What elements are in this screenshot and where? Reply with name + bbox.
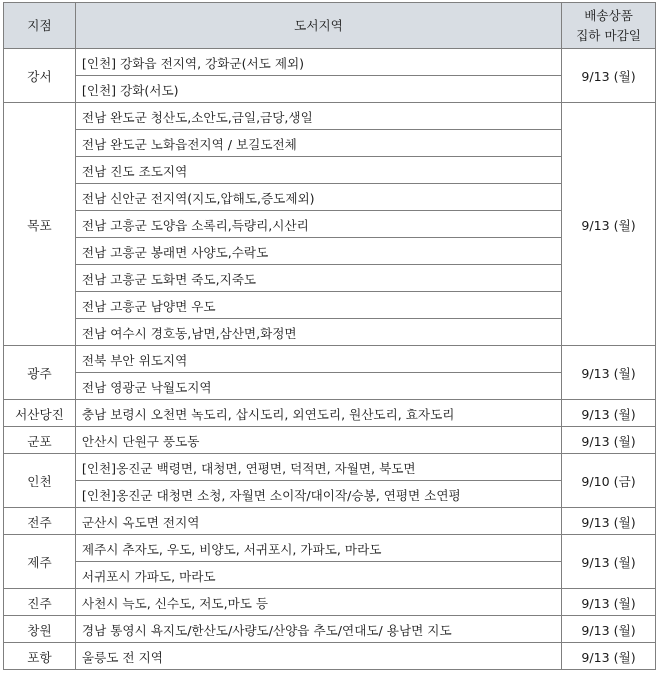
header-row (4, 3, 656, 49)
table-row (4, 643, 656, 670)
deadline-cell: 9/13 (월) (562, 427, 656, 454)
deadline-cell: 9/10 (금) (562, 454, 656, 508)
table-row (4, 454, 656, 481)
branch-cell: 포항 (4, 643, 76, 670)
header-deadline-line2: 집하 마감일 (576, 27, 641, 43)
table-row (4, 508, 656, 535)
deadline-cell: 9/13 (월) (562, 535, 656, 589)
table-row (4, 589, 656, 616)
table-row (4, 238, 656, 265)
branch-cell: 강서 (4, 49, 76, 103)
table-body (4, 49, 656, 670)
header-deadline (562, 3, 656, 49)
area-cell: 전남 고흥군 봉래면 사양도,수락도 (75, 238, 561, 265)
deadline-cell: 9/13 (월) (562, 346, 656, 400)
branch-cell: 창원 (4, 616, 76, 643)
table-row (4, 562, 656, 589)
area-cell: 전남 고흥군 남양면 우도 (75, 292, 561, 319)
island-delivery-table (3, 2, 656, 670)
header-area: 도서지역 (75, 3, 561, 49)
deadline-cell: 9/13 (월) (562, 643, 656, 670)
deadline-cell: 9/13 (월) (562, 589, 656, 616)
area-cell: 전남 신안군 전지역(지도,압해도,증도제외) (75, 184, 561, 211)
deadline-cell: 9/13 (월) (562, 400, 656, 427)
area-cell: 군산시 옥도면 전지역 (75, 508, 561, 535)
deadline-cell: 9/13 (월) (562, 49, 656, 103)
branch-cell: 군포 (4, 427, 76, 454)
area-cell: 충남 보령시 오천면 녹도리, 삽시도리, 외연도리, 원산도리, 효자도리 (75, 400, 561, 427)
table-row (4, 292, 656, 319)
area-cell: 안산시 단원구 풍도동 (75, 427, 561, 454)
deadline-cell: 9/13 (월) (562, 508, 656, 535)
area-cell: 사천시 늑도, 신수도, 저도,마도 등 (75, 589, 561, 616)
branch-cell: 서산당진 (4, 400, 76, 427)
table-row (4, 616, 656, 643)
area-cell: 전남 완도군 노화읍전지역 / 보길도전체 (75, 130, 561, 157)
area-cell: [인천] 강화읍 전지역, 강화군(서도 제외) (75, 49, 561, 76)
header-deadline-line1: 배송상품 (584, 7, 633, 23)
area-cell: 전남 진도 조도지역 (75, 157, 561, 184)
table-row (4, 157, 656, 184)
branch-cell: 목포 (4, 103, 76, 346)
table-row (4, 319, 656, 346)
area-cell: [인천]옹진군 백령면, 대청면, 연평면, 덕적면, 자월면, 북도면 (75, 454, 561, 481)
table-row (4, 76, 656, 103)
area-cell: 전남 고흥군 도양읍 소록리,득량리,시산리 (75, 211, 561, 238)
area-cell: 전북 부안 위도지역 (75, 346, 561, 373)
table-row (4, 427, 656, 454)
table-row (4, 211, 656, 238)
table-row (4, 103, 656, 130)
branch-cell: 진주 (4, 589, 76, 616)
table-row (4, 346, 656, 373)
area-cell: [인천]옹진군 대청면 소청, 자월면 소이작/대이작/승봉, 연평면 소연평 (75, 481, 561, 508)
area-cell: 서귀포시 가파도, 마라도 (75, 562, 561, 589)
table-row (4, 184, 656, 211)
table-row (4, 265, 656, 292)
area-cell: [인천] 강화(서도) (75, 76, 561, 103)
header-branch: 지점 (4, 3, 76, 49)
area-cell: 제주시 추자도, 우도, 비양도, 서귀포시, 가파도, 마라도 (75, 535, 561, 562)
table-row (4, 373, 656, 400)
table-row (4, 130, 656, 157)
table-row (4, 400, 656, 427)
area-cell: 전남 영광군 낙월도지역 (75, 373, 561, 400)
deadline-cell: 9/13 (월) (562, 616, 656, 643)
table-row (4, 481, 656, 508)
table-row (4, 535, 656, 562)
deadline-cell: 9/13 (월) (562, 103, 656, 346)
branch-cell: 인천 (4, 454, 76, 508)
area-cell: 전남 완도군 청산도,소안도,금일,금당,생일 (75, 103, 561, 130)
area-cell: 전남 고흥군 도화면 죽도,지죽도 (75, 265, 561, 292)
table-row (4, 49, 656, 76)
branch-cell: 전주 (4, 508, 76, 535)
area-cell: 경남 통영시 욕지도/한산도/사량도/산양읍 추도/연대도/ 용남면 지도 (75, 616, 561, 643)
area-cell: 전남 여수시 경호동,남면,삼산면,화정면 (75, 319, 561, 346)
area-cell: 울릉도 전 지역 (75, 643, 561, 670)
branch-cell: 제주 (4, 535, 76, 589)
branch-cell: 광주 (4, 346, 76, 400)
table-header (4, 3, 656, 49)
